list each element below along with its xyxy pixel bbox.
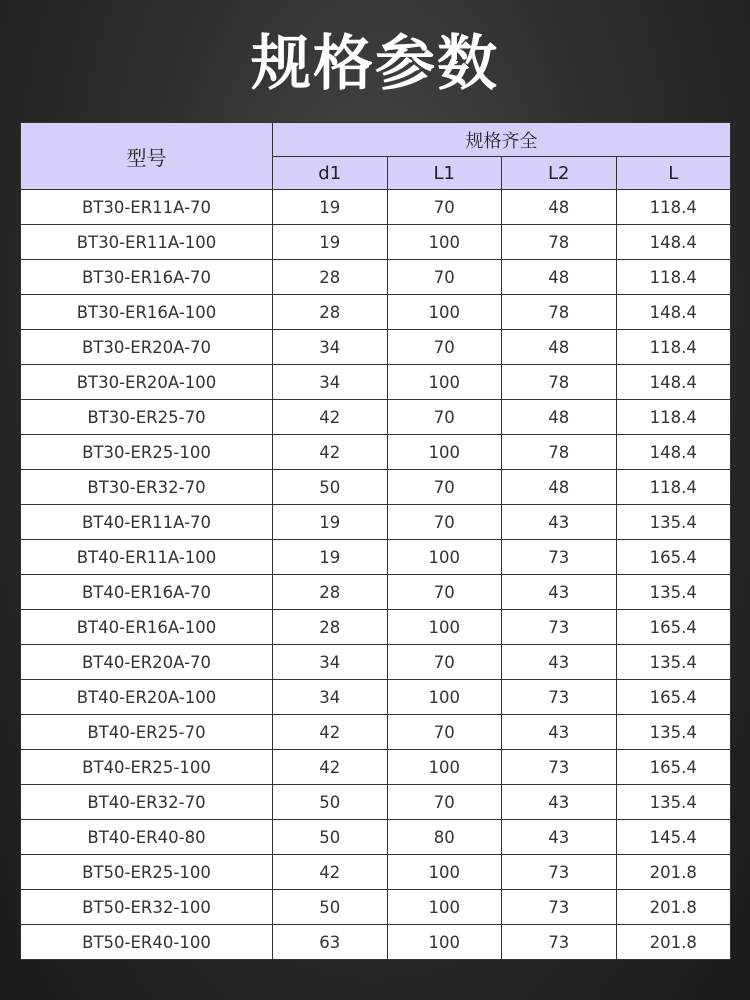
d1-cell: 28 [273, 575, 388, 610]
d1-cell: 19 [273, 190, 388, 225]
l1-cell: 100 [387, 855, 502, 890]
d1-cell: 19 [273, 505, 388, 540]
l2-cell: 73 [502, 680, 617, 715]
model-cell: BT40-ER25-70 [21, 715, 273, 750]
l1-cell: 70 [387, 785, 502, 820]
table-row [21, 750, 731, 785]
table-row [21, 855, 731, 890]
table-row [21, 225, 731, 260]
d1-cell: 28 [273, 610, 388, 645]
model-cell: BT30-ER20A-100 [21, 365, 273, 400]
model-cell: BT30-ER25-70 [21, 400, 273, 435]
l2-cell: 43 [502, 785, 617, 820]
d1-cell: 50 [273, 785, 388, 820]
table-row [21, 925, 731, 960]
table-row [21, 330, 731, 365]
model-cell: BT50-ER25-100 [21, 855, 273, 890]
l1-cell: 70 [387, 505, 502, 540]
l-cell: 148.4 [616, 435, 731, 470]
l2-cell: 48 [502, 400, 617, 435]
model-cell: BT50-ER40-100 [21, 925, 273, 960]
l-cell: 135.4 [616, 715, 731, 750]
l2-cell: 73 [502, 925, 617, 960]
l-cell: 135.4 [616, 575, 731, 610]
l1-cell: 80 [387, 820, 502, 855]
d1-cell: 34 [273, 365, 388, 400]
model-cell: BT40-ER11A-70 [21, 505, 273, 540]
l-cell: 118.4 [616, 260, 731, 295]
table-row [21, 470, 731, 505]
table-row [21, 645, 731, 680]
l1-cell: 70 [387, 715, 502, 750]
l1-cell: 100 [387, 225, 502, 260]
table-row [21, 505, 731, 540]
d1-cell: 50 [273, 470, 388, 505]
l-cell: 201.8 [616, 855, 731, 890]
l2-cell: 48 [502, 470, 617, 505]
l1-cell: 100 [387, 680, 502, 715]
l2-cell: 73 [502, 610, 617, 645]
model-cell: BT40-ER32-70 [21, 785, 273, 820]
l2-cell: 73 [502, 890, 617, 925]
spec-table [20, 122, 731, 960]
model-cell: BT30-ER25-100 [21, 435, 273, 470]
column-header-l1: L1 [387, 157, 502, 190]
model-cell: BT30-ER16A-70 [21, 260, 273, 295]
d1-cell: 50 [273, 820, 388, 855]
d1-cell: 50 [273, 890, 388, 925]
d1-cell: 34 [273, 330, 388, 365]
model-column-header: 型号 [21, 123, 273, 190]
l-cell: 135.4 [616, 645, 731, 680]
l2-cell: 43 [502, 715, 617, 750]
l1-cell: 70 [387, 645, 502, 680]
l1-cell: 70 [387, 190, 502, 225]
l1-cell: 100 [387, 365, 502, 400]
model-cell: BT40-ER40-80 [21, 820, 273, 855]
model-cell: BT30-ER11A-100 [21, 225, 273, 260]
l2-cell: 48 [502, 190, 617, 225]
l-cell: 118.4 [616, 330, 731, 365]
l2-cell: 78 [502, 225, 617, 260]
l2-cell: 48 [502, 330, 617, 365]
table-row [21, 365, 731, 400]
table-row [21, 575, 731, 610]
l-cell: 118.4 [616, 470, 731, 505]
l2-cell: 73 [502, 750, 617, 785]
l1-cell: 100 [387, 610, 502, 645]
d1-cell: 42 [273, 400, 388, 435]
d1-cell: 42 [273, 855, 388, 890]
model-cell: BT30-ER32-70 [21, 470, 273, 505]
l-cell: 145.4 [616, 820, 731, 855]
column-header-l2: L2 [502, 157, 617, 190]
d1-cell: 28 [273, 295, 388, 330]
l-cell: 148.4 [616, 225, 731, 260]
l1-cell: 100 [387, 540, 502, 575]
d1-cell: 63 [273, 925, 388, 960]
l1-cell: 100 [387, 890, 502, 925]
l1-cell: 100 [387, 925, 502, 960]
l1-cell: 70 [387, 330, 502, 365]
model-cell: BT30-ER11A-70 [21, 190, 273, 225]
d1-cell: 42 [273, 435, 388, 470]
model-cell: BT40-ER16A-70 [21, 575, 273, 610]
l-cell: 165.4 [616, 680, 731, 715]
model-cell: BT40-ER11A-100 [21, 540, 273, 575]
model-cell: BT30-ER16A-100 [21, 295, 273, 330]
d1-cell: 28 [273, 260, 388, 295]
l-cell: 165.4 [616, 540, 731, 575]
l2-cell: 43 [502, 820, 617, 855]
l-cell: 118.4 [616, 400, 731, 435]
l2-cell: 48 [502, 260, 617, 295]
l-cell: 135.4 [616, 505, 731, 540]
table-header-row [21, 123, 731, 157]
column-header-d1: d1 [273, 157, 388, 190]
column-header-l: L [616, 157, 731, 190]
table-row [21, 435, 731, 470]
l-cell: 201.8 [616, 925, 731, 960]
table-row [21, 680, 731, 715]
table-row [21, 190, 731, 225]
l-cell: 148.4 [616, 365, 731, 400]
l2-cell: 78 [502, 365, 617, 400]
table-row [21, 820, 731, 855]
l1-cell: 100 [387, 295, 502, 330]
model-cell: BT50-ER32-100 [21, 890, 273, 925]
d1-cell: 42 [273, 750, 388, 785]
d1-cell: 34 [273, 645, 388, 680]
table-row [21, 890, 731, 925]
l2-cell: 73 [502, 540, 617, 575]
d1-cell: 19 [273, 540, 388, 575]
model-cell: BT30-ER20A-70 [21, 330, 273, 365]
l1-cell: 70 [387, 400, 502, 435]
l1-cell: 70 [387, 260, 502, 295]
page-title: 规格参数 [251, 29, 499, 99]
l2-cell: 78 [502, 435, 617, 470]
l-cell: 201.8 [616, 890, 731, 925]
l-cell: 165.4 [616, 610, 731, 645]
table-row [21, 785, 731, 820]
table-row [21, 610, 731, 645]
model-cell: BT40-ER16A-100 [21, 610, 273, 645]
l-cell: 135.4 [616, 785, 731, 820]
table-row [21, 715, 731, 750]
model-cell: BT40-ER25-100 [21, 750, 273, 785]
l1-cell: 70 [387, 470, 502, 505]
table-row [21, 540, 731, 575]
model-cell: BT40-ER20A-100 [21, 680, 273, 715]
table-row [21, 260, 731, 295]
l2-cell: 43 [502, 645, 617, 680]
model-cell: BT40-ER20A-70 [21, 645, 273, 680]
l1-cell: 100 [387, 750, 502, 785]
d1-cell: 19 [273, 225, 388, 260]
table-row [21, 295, 731, 330]
l1-cell: 100 [387, 435, 502, 470]
l2-cell: 43 [502, 575, 617, 610]
l-cell: 165.4 [616, 750, 731, 785]
l-cell: 148.4 [616, 295, 731, 330]
l-cell: 118.4 [616, 190, 731, 225]
d1-cell: 34 [273, 680, 388, 715]
spec-group-header: 规格齐全 [273, 123, 731, 157]
table-row [21, 400, 731, 435]
l1-cell: 70 [387, 575, 502, 610]
table-body [21, 190, 731, 960]
l2-cell: 73 [502, 855, 617, 890]
l2-cell: 78 [502, 295, 617, 330]
l2-cell: 43 [502, 505, 617, 540]
d1-cell: 42 [273, 715, 388, 750]
